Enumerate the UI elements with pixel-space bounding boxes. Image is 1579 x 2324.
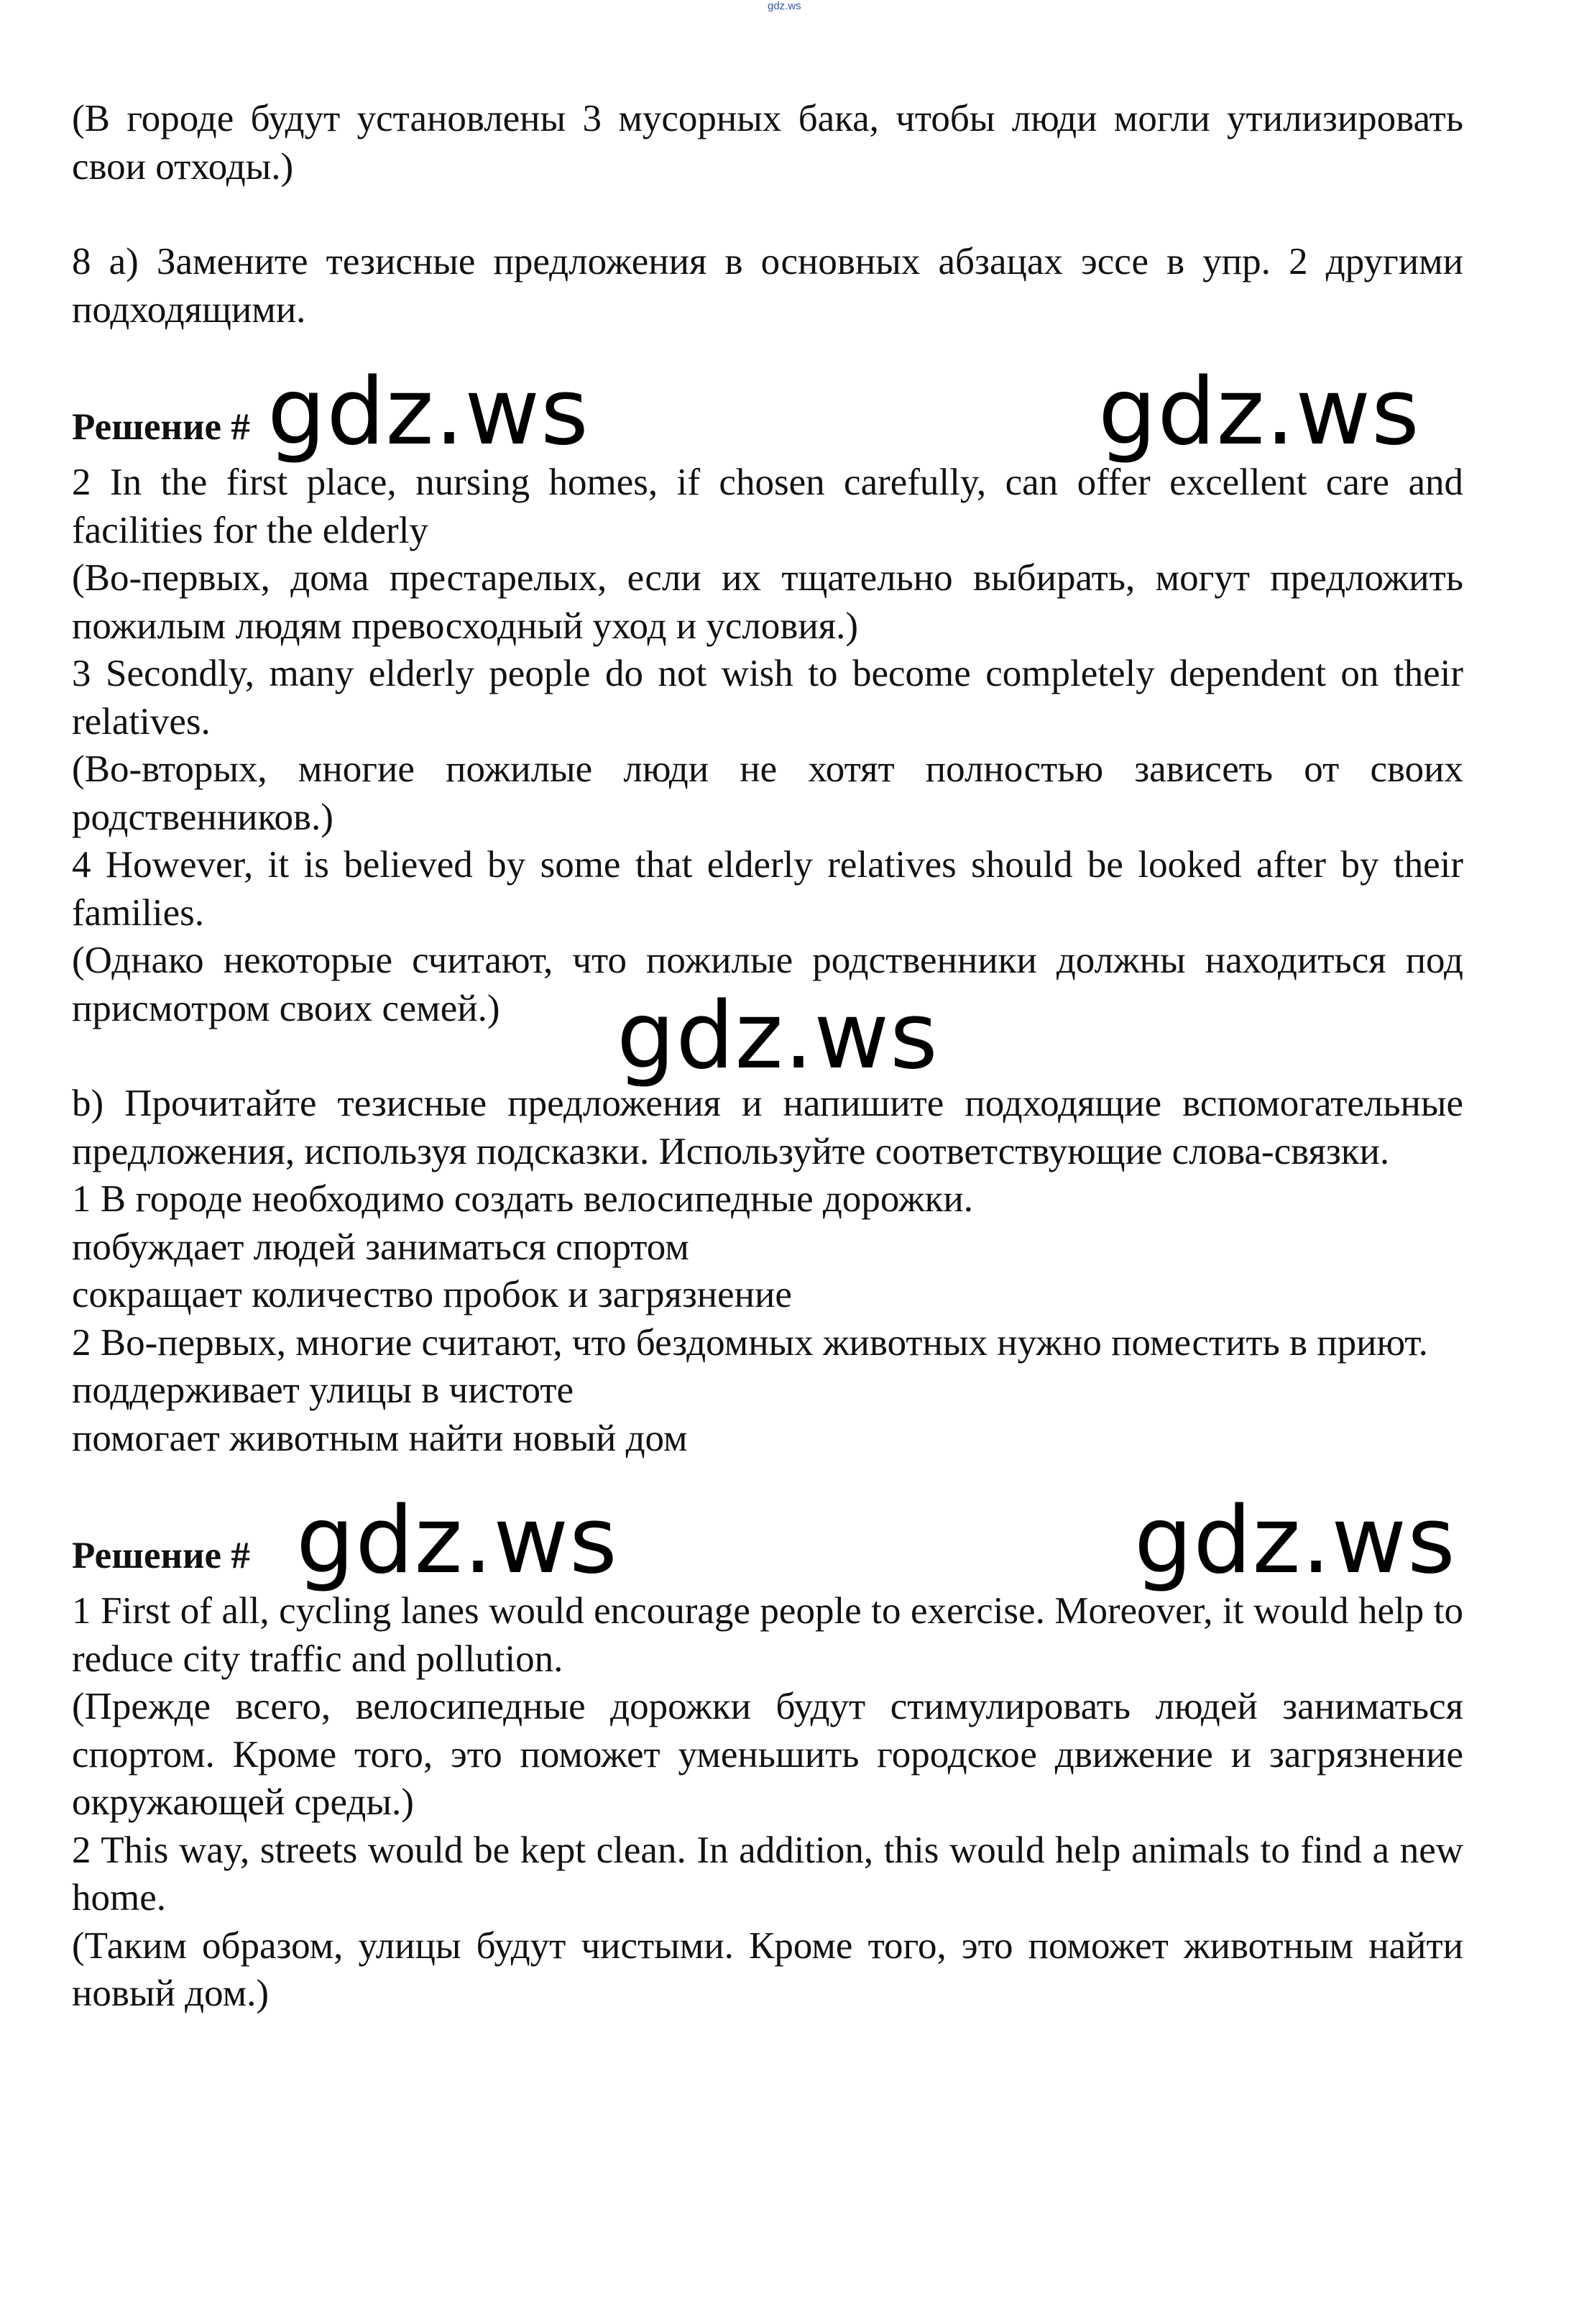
solution-label: Решение #	[72, 406, 250, 448]
watermark: gdz.ws	[617, 983, 939, 1090]
solution1-item-en: 3 Secondly, many elderly people do not wish to become completely dependent on their relatives.	[72, 653, 1463, 743]
task-8b-hint: помогает животным найти новый дом	[72, 1417, 688, 1459]
task-8b-hint: поддерживает улицы в чистоте	[72, 1369, 574, 1411]
watermark: gdz.ws	[1098, 359, 1420, 466]
solution-heading-2	[72, 1487, 1463, 1594]
solution1-item-en: 2 In the first place, nursing homes, if chosen carefully, can offer excellent care and facilities for the elderly	[72, 461, 1463, 551]
watermark: gdz.ws	[296, 1487, 618, 1594]
solution1-item-en: 4 However, it is believed by some that elderly relatives should be looked after by their families.	[72, 844, 1463, 934]
intro-translation: (В городе будут установлены 3 мусорных бака, чтобы люди могли утилизировать свои отходы.)	[72, 98, 1463, 188]
task-8b-topic: 2 Во-первых, многие считают, что бездомных животных нужно поместить в приют.	[72, 1321, 1428, 1364]
solution2-item-ru: (Прежде всего, велосипедные дорожки будут стимулировать людей заниматься спортом. Кроме того, это поможет уменьшить городское движение и загрязнение окружающей среды.)	[72, 1686, 1463, 1823]
solution2-item-en: 1 First of all, cycling lanes would encourage people to exercise. Moreover, it would help to reduce city traffic and pollution.	[72, 1590, 1463, 1680]
task-8a-text: 8 a) Замените тезисные предложения в основных абзацах эссе в упр. 2 другими подходящими.	[72, 241, 1463, 331]
task-8b-text: b) Прочитайте тезисные предложения и напишите подходящие вспомогательные предложения, используя подсказки. Используйте соответствующие слова-связки.	[72, 1083, 1463, 1172]
solution1-item-ru: (Однако некоторые считают, что пожилые родственники должны находиться под присмотром своих семей.)	[72, 940, 1463, 1029]
solution1-item-ru: (Во-первых, дома престарелых, если их тщательно выбирать, могут предложить пожилым людям превосходный уход и условия.)	[72, 557, 1463, 647]
task-8b-topic: 1 В городе необходимо создать велосипедные дорожки.	[72, 1178, 974, 1220]
solution-label: Решение #	[72, 1535, 250, 1576]
solution2-item-en: 2 This way, streets would be kept clean. In addition, this would help animals to find a new home.	[72, 1829, 1463, 1919]
solution1-item-ru: (Во-вторых, многие пожилые люди не хотят полностью зависеть от своих родственников.)	[72, 748, 1463, 838]
document-body	[72, 95, 1463, 2018]
task-8b-hint: побуждает людей заниматься спортом	[72, 1226, 689, 1268]
solution2-item-ru: (Таким образом, улицы будут чистыми. Кроме того, это поможет животным найти новый дом.)	[72, 1924, 1463, 2014]
watermark: gdz.ws	[1134, 1487, 1456, 1594]
solution-heading-1	[72, 359, 1463, 466]
watermark: gdz.ws	[267, 359, 589, 466]
header-watermark: gdz.ws	[768, 0, 801, 12]
task-8b-hint: сокращает количество пробок и загрязнение	[72, 1274, 792, 1315]
